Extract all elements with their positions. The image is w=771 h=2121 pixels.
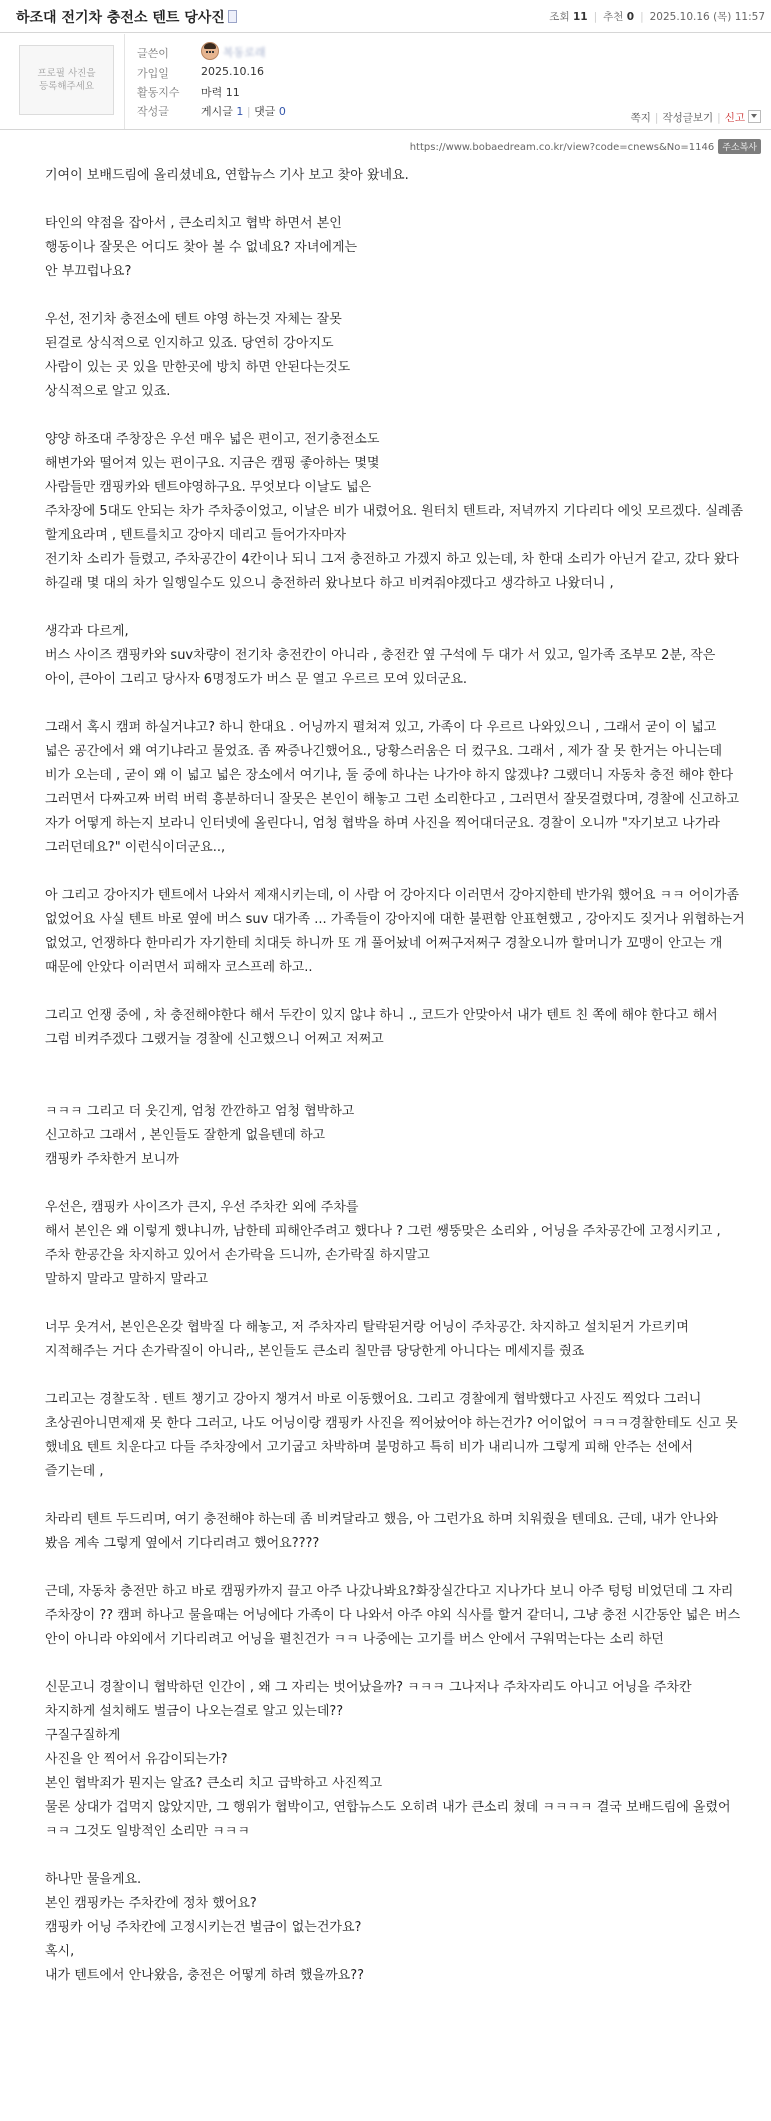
report-link[interactable]: 신고 — [724, 112, 745, 124]
body-paragraph: ㅋㅋㅋ 그리고 더 웃긴게, 엄청 깐깐하고 엄청 협박하고 신고하고 그래서 , 본인들도 잘한게 없을텐데 하고 캠핑카 주차한거 보니까 — [45, 1104, 355, 1167]
author-info — [0, 34, 771, 130]
body-paragraph: 우선, 전기차 충전소에 텐트 야영 하는것 자체는 잘못 된걸로 상식적으로 인지하고 있죠. 당연히 강아지도 사람이 있는 곳 있을 만한곳에 방치 하면 안된다는것도 상식적으로 알고 있죠. — [45, 312, 351, 399]
chevron-down-icon[interactable] — [748, 110, 761, 123]
post-url: https://www.bobaedream.co.kr/view?code=cnews&No=1146 — [409, 142, 715, 153]
body-paragraph: 그리고 언쟁 중에 , 차 충전해야한다 해서 두칸이 있지 않냐 하니 ., 코드가 안맞아서 내가 텐트 친 쪽에 해야 한다고 해서 그럼 비켜주겠다 그랬거늘 경찰에 신고했으니 어쩌고 저쩌고 — [45, 1008, 718, 1047]
post-body — [45, 164, 745, 2012]
body-paragraph: 아 그리고 강아지가 텐트에서 나와서 제재시키는데, 이 사람 어 강아지다 이러면서 강아지한테 반가워 했어요 ㅋㅋ 어이가좀 없었어요 사실 텐트 바로 옆에 버스 suv 대가족 ... 가족들이 강아지에 대한 불편함 안표현했고 , 강아지도 짖거나 위협하는거 없었고, 언쟁하다 한마리가 자기한테 치대듯 하니까 또 개 풀어놨네 어쩌구저쩌구 경찰오니까 할머니가 꼬맹이 안고는 개 때문에 안았다 이러면서 피해자 코스프레 하고.. — [45, 888, 745, 975]
post-header — [0, 0, 771, 33]
post-title — [16, 7, 237, 27]
posts-count-label: 게시글 — [201, 105, 233, 118]
post-date: 2025.10.16 (목) 11:57 — [649, 11, 765, 23]
body-paragraph: 차라리 텐트 두드리며, 여기 충전해야 하는데 좀 비켜달라고 했음, 아 그런가요 하며 치워줬을 텐데요. 근데, 내가 안나와 봤음 계속 그렇게 옆에서 기다리려고 했어요???? — [45, 1512, 718, 1551]
body-paragraph: 신문고니 경찰이니 협박하던 인간이 , 왜 그 자리는 벗어났을까? ㅋㅋㅋ 그나저나 주차자리도 아니고 어닝을 주차칸 차지하게 설치해도 벌금이 나오는걸로 알고 있는데?? 구질구질하게 사진을 안 찍어서 유감이되는가? 본인 협박죄가 뭔지는 알죠? 큰소리 치고 급박하고 사진찍고 물론 상대가 겁먹지 않았지만, 그 행위가 협박이고, 연합뉴스도 오히려 내가 큰소리 쳤데 ㅋㅋㅋㅋ 결국 보배드림에 올렸어 ㅋㅋ 그것도 일방적인 소리만 ㅋㅋㅋ — [45, 1680, 731, 1839]
recommend-count: 0 — [626, 11, 635, 23]
activity-value: 마력 11 — [201, 86, 240, 99]
posts-label: 작성글 — [137, 105, 169, 118]
author-links: 쪽지 | 작성글보기 | 신고 — [631, 110, 761, 125]
url-bar — [410, 139, 761, 154]
activity-label: 활동지수 — [137, 86, 180, 99]
comments-count[interactable]: 0 — [278, 105, 286, 118]
message-link[interactable]: 쪽지 — [630, 112, 651, 124]
body-paragraph: 양양 하조대 주창장은 우선 매우 넓은 편이고, 전기충전소도 해변가와 떨어져 있는 편이구요. 지금은 캠핑 좋아하는 몇몇 사람들만 캠핑카와 텐트야영하구요. 무엇보다 이날도 넓은 주차장에 5대도 안되는 차가 주차중이었고, 이날은 비가 내렸어요. 원터치 텐트라, 저녁까지 기다리다 에잇 모르겠다. 실례좀 할게요라며 , 텐트를치고 강아지 데리고 들어가자마자 전기차 소리가 들렸고, 주차공간이 4칸이나 되니 그저 충전하고 가겠지 하고 있는데, 차 한대 소리가 아닌거 같고, 갔다 왔다 하길래 몇 대의 차가 일행일수도 있으니 충전하러 왔나보다 하고 비켜줘야겠다고 생각하고 나왔더니 , — [45, 432, 743, 591]
body-paragraph: 우선은, 캠핑카 사이즈가 큰지, 우선 주차칸 외에 주차를 해서 본인은 왜 이렇게 했냐니까, 남한테 피해안주려고 했다나 ? 그런 쌩뚱맞은 소리와 , 어닝을 주차공간에 고정시키고 , 주차 한공간을 차지하고 있어서 손가락을 드니까, 손가락질 하지말고 말하지 말라고 말하지 말라고 — [45, 1200, 721, 1287]
divider — [124, 34, 125, 129]
body-paragraph: 그래서 혹시 캠퍼 하실거냐고? 하니 한대요 . 어닝까지 펼쳐져 있고, 가족이 다 우르르 나와있으니 , 그래서 굳이 이 넓고 넓은 공간에서 왜 여기냐라고 물었죠. 좀 짜증나긴했어요., 당황스러움은 더 컸구요. 그래서 , 제가 잘 못 한거는 아니는데 비가 오는데 , 굳이 왜 이 넓고 넓은 장소에서 여기냐, 둘 중에 하나는 나가야 하지 않겠냐? 그랬더니 자동차 충전 해야 한다 그러면서 다짜고짜 버럭 버럭 흥분하더니 잘못은 본인이 해놓고 그런 소리한다고 , 그러면서 잘못걸렸다며, 경찰에 신고하고 자가 어떻게 하는지 보라니 인터넷에 올린다니, 엄청 협박을 하며 사진을 찍어대더군요. 경찰이 오니까 "자기보고 나가라 그러던데요?" 이런식이더군요.., — [45, 720, 740, 855]
author-nickname[interactable]: 복동로래 — [223, 46, 266, 59]
views-count: 11 — [572, 11, 588, 23]
view-posts-link[interactable]: 작성글보기 — [662, 112, 714, 124]
body-paragraph: 하나만 물을게요. 본인 캠핑카는 주차칸에 정차 했어요? 캠핑카 어닝 주차칸에 고정시키는건 벌금이 없는건가요? 혹시, 내가 텐트에서 안나왔음, 충전은 어떻게 하려 했을까요?? — [45, 1872, 365, 1983]
post-stats: 조회 11 | 추천 0 | 2025.10.16 (목) 11:57 — [549, 11, 765, 23]
body-paragraph: 그리고는 경찰도착 . 텐트 챙기고 강아지 챙겨서 바로 이동했어요. 그리고 경찰에게 협박했다고 사진도 찍었다 그러니 초상권아니면제재 못 한다 그러고, 나도 어닝이랑 캠핑카 사진을 찍어놨어야 하는건가? 어이없어 ㅋㅋㅋ경찰한테도 신고 못 했네요 텐트 치운다고 다들 주차장에서 고기굽고 차박하며 불멍하고 특히 비가 내리니까 그렇게 피해 안주는 선에서 즐기는데 , — [45, 1392, 738, 1479]
writer-label: 글쓴이 — [137, 47, 169, 60]
views-label: 조회 — [549, 11, 570, 23]
post-title-text: 하조대 전기차 충전소 텐트 당사진 — [16, 10, 225, 26]
body-paragraph: 근데, 자동차 충전만 하고 바로 캠핑카까지 끌고 아주 나갔나봐요?화장실간다고 지나가다 보니 아주 텅텅 비었던데 그 자리 주차장이 ?? 캠퍼 하나고 물을때는 어닝에다 가족이 다 나와서 아주 야외 식사를 할거 같더니, 그냥 충전 시간동안 넓은 버스 안이 아니라 야외에서 기다리려고 어닝을 펼친건가 ㅋㅋ 나중에는 고기를 버스 안에서 구워먹는다는 소리 하던 — [45, 1584, 741, 1647]
comments-count-label: 댓글 — [254, 105, 276, 118]
recommend-label: 추천 — [603, 11, 624, 23]
body-paragraph: 너무 웃겨서, 본인은온갖 협박질 다 해놓고, 저 주차자리 탈락된거랑 어닝이 주차공간. 차지하고 설치된거 가르키며 지적해주는 거다 손가락질이 아니라,, 본인들도 큰소리 칠만큼 당당한게 아니다는 메세지를 줬죠 — [45, 1320, 689, 1359]
avatar-icon[interactable] — [201, 42, 219, 60]
posts-count[interactable]: 1 — [236, 105, 244, 118]
post-comment-counts: 게시글 1 | 댓글 0 — [201, 105, 286, 118]
copy-url-button[interactable]: 주소복사 — [718, 139, 761, 154]
body-paragraph: 기여이 보배드림에 올리셨네요, 연합뉴스 기사 보고 찾아 왔네요. — [45, 168, 409, 183]
image-attached-icon — [228, 10, 237, 23]
body-paragraph: 생각과 다르게, 버스 사이즈 캠핑카와 suv차량이 전기차 충전칸이 아니라 , 충전칸 옆 구석에 두 대가 서 있고, 일가족 조부모 2분, 작은 아이, 큰아이 그리고 당사자 6명정도가 버스 문 열고 우르르 모여 있더군요. — [45, 624, 716, 687]
joined-label: 가입일 — [137, 67, 169, 80]
profile-photo-placeholder: 프로필 사진을 등록해주세요 — [19, 45, 114, 115]
joined-date: 2025.10.16 — [201, 65, 264, 78]
body-paragraph: 타인의 약점을 잡아서 , 큰소리치고 협박 하면서 본인 행동이나 잘못은 어디도 찾아 볼 수 없네요? 자녀에게는 안 부끄럽나요? — [45, 216, 358, 279]
